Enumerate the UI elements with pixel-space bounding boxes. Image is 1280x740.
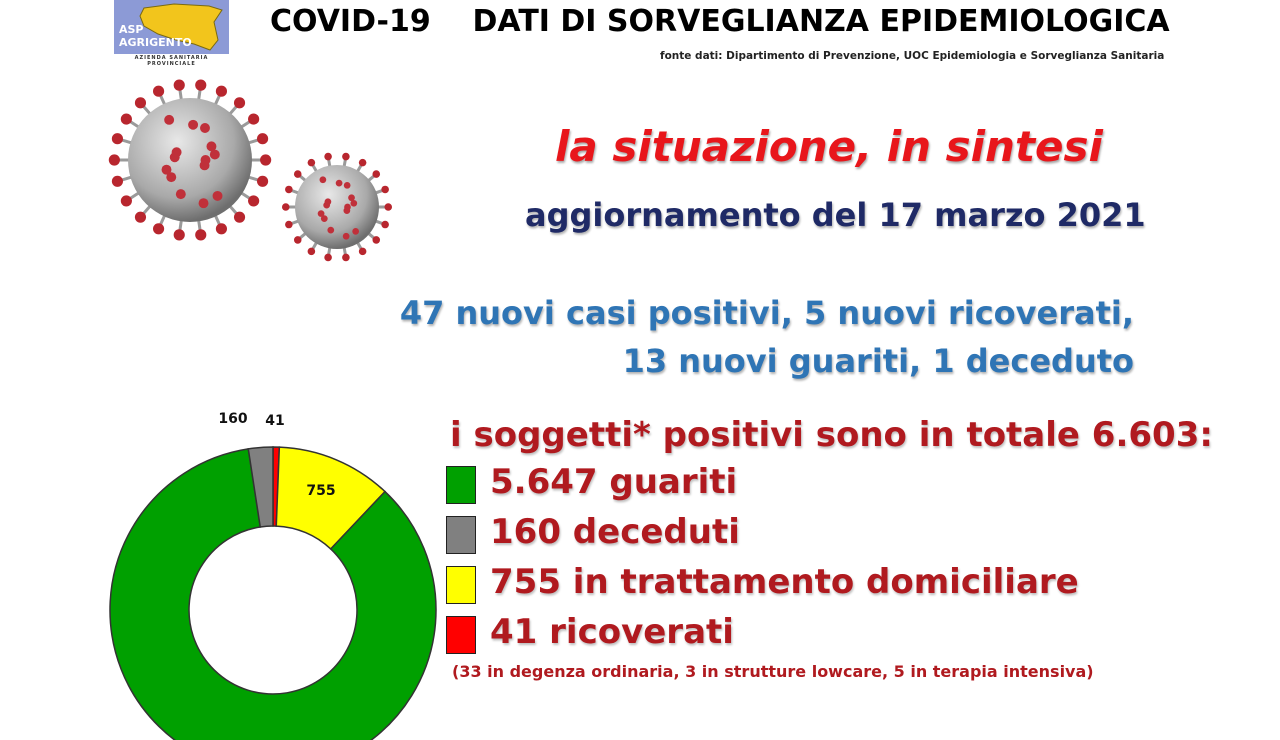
ricoverati-breakdown-note: (33 in degenza ordinaria, 3 in strutture lowcare, 5 in terapia intensiva) [452, 662, 1094, 681]
legend-label-guariti: 5.647 guariti [490, 462, 738, 502]
legend-label-deceduti: 160 deceduti [490, 512, 740, 552]
legend-swatch-deceduti [446, 516, 476, 554]
donut-label-ricoverati: 41 [265, 413, 285, 429]
legend-label-ricoverati: 41 ricoverati [490, 612, 734, 652]
donut-chart [105, 380, 445, 740]
logo-badge [114, 0, 229, 54]
page-title: COVID-19 DATI DI SORVEGLIANZA EPIDEMIOLOGICA [270, 4, 1170, 39]
logo-subtitle: AZIENDA SANITARIA PROVINCIALE [134, 55, 209, 67]
source-note: fonte dati: Dipartimento di Prevenzione, UOC Epidemiologia e Sorveglianza Sanitaria [660, 50, 1165, 62]
donut-label-trattamento-domiciliare: 755 [306, 483, 336, 499]
logo-line-asp: ASP [119, 23, 144, 36]
legend-swatch-ricoverati [446, 616, 476, 654]
legend-label-domiciliare: 755 in trattamento domiciliare [490, 562, 1079, 602]
donut-label-deceduti: 160 [218, 411, 248, 427]
legend-swatch-guariti [446, 466, 476, 504]
coronavirus-icon [105, 75, 405, 270]
legend-swatch-domiciliare [446, 566, 476, 604]
asp-agrigento-logo [114, 0, 229, 67]
daily-news-line-1: 47 nuovi casi positivi, 5 nuovi ricoverati, [399, 294, 1134, 332]
update-date: aggiornamento del 17 marzo 2021 [525, 196, 1146, 234]
summary-title: la situazione, in sintesi [555, 122, 1103, 171]
total-positive: i soggetti* positivi sono in totale 6.603: [450, 415, 1213, 455]
daily-news-line-2: 13 nuovi guariti, 1 deceduto [622, 342, 1134, 380]
logo-line-agrigento: AGRIGENTO [119, 36, 192, 49]
